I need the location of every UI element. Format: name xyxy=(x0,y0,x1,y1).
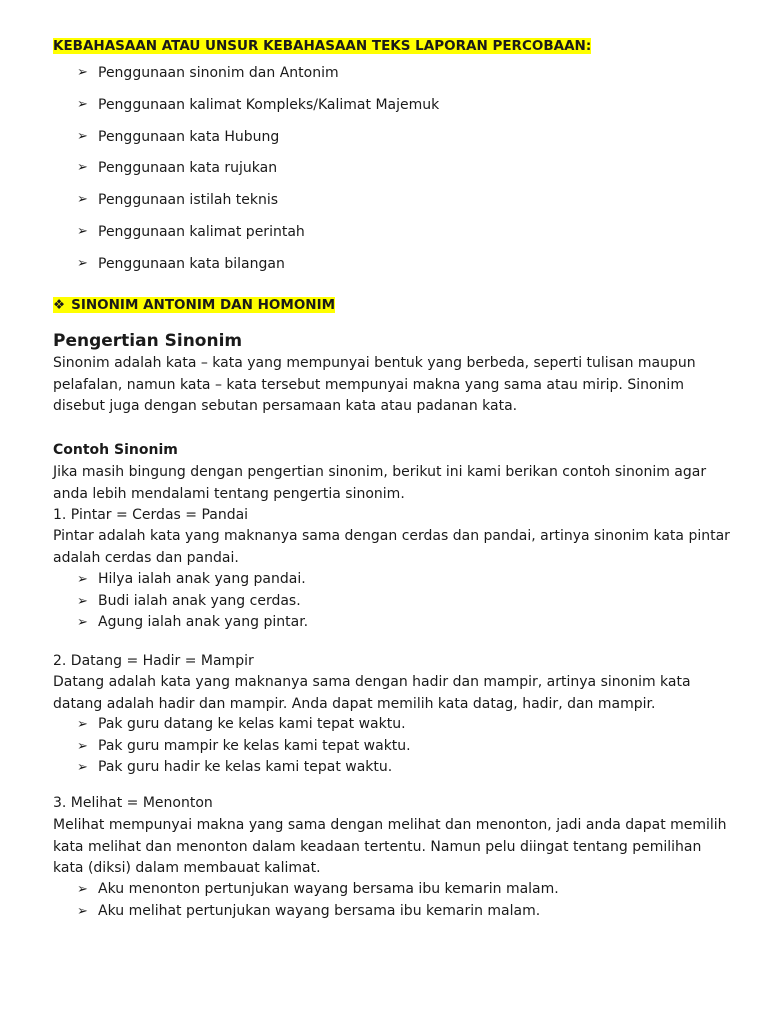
list-item: ➢ Pak guru hadir ke kelas kami tepat waktu. xyxy=(77,757,411,779)
arrow-bullet-icon: ➢ xyxy=(77,882,88,897)
list-item: ➢ Penggunaan sinonim dan Antonim xyxy=(77,62,439,94)
list-item: ➢ Aku melihat pertunjukan wayang bersama ibu kemarin malam. xyxy=(77,901,559,923)
list-item: ➢ Aku menonton pertunjukan wayang bersama ibu kemarin malam. xyxy=(77,879,559,901)
list-item: ➢ Penggunaan kata bilangan xyxy=(77,253,439,285)
arrow-bullet-icon: ➢ xyxy=(77,65,88,80)
arrow-bullet-icon: ➢ xyxy=(77,96,88,112)
list-item: ➢ Pak guru mampir ke kelas kami tepat waktu. xyxy=(77,736,411,758)
example-title: 3. Melihat = Menonton xyxy=(53,795,213,811)
list-item: ➢ Pak guru datang ke kelas kami tepat waktu. xyxy=(77,714,411,736)
list-item: ➢ Penggunaan istilah teknis xyxy=(77,189,439,221)
arrow-bullet-icon: ➢ xyxy=(77,717,88,732)
contoh-heading: Contoh Sinonim xyxy=(53,442,178,458)
arrow-bullet-icon: ➢ xyxy=(77,615,88,630)
list-item: ➢ Hilya ialah anak yang pandai. xyxy=(77,569,308,591)
list-item: ➢ Penggunaan kata rujukan xyxy=(77,157,439,189)
example-list xyxy=(77,569,308,634)
arrow-bullet-icon: ➢ xyxy=(77,223,88,239)
contoh-intro: Jika masih bingung dengan pengertian sinonim, berikut ini kami berikan contoh sinonim agar anda lebih mendalami tentang pengertia sinonim. xyxy=(53,464,707,502)
arrow-bullet-icon: ➢ xyxy=(77,760,88,775)
example-list xyxy=(77,879,559,922)
list-item: ➢ Penggunaan kalimat Kompleks/Kalimat Majemuk xyxy=(77,94,439,126)
definition-paragraph: Sinonim adalah kata – kata yang mempunyai bentuk yang berbeda, seperti tulisan maupun pelafalan, namun kata – kata tersebut mempunyai makna yang sama atau mirip. Sinonim disebut juga dengan sebutan persamaan kata atau padanan kata. xyxy=(53,355,696,414)
list-item: ➢ Budi ialah anak yang cerdas. xyxy=(77,591,308,613)
sub-heading: Pengertian Sinonim xyxy=(53,331,243,351)
language-features-list xyxy=(77,62,439,285)
arrow-bullet-icon: ➢ xyxy=(77,738,88,754)
arrow-bullet-icon: ➢ xyxy=(77,255,88,271)
list-item: ➢ Agung ialah anak yang pintar. xyxy=(77,612,308,634)
diamond-bullet-icon: ❖ xyxy=(53,297,66,313)
arrow-bullet-icon: ➢ xyxy=(77,572,88,587)
arrow-bullet-icon: ➢ xyxy=(77,593,88,609)
example-title: 1. Pintar = Cerdas = Pandai xyxy=(53,507,249,523)
main-heading xyxy=(53,37,591,55)
arrow-bullet-icon: ➢ xyxy=(77,128,88,144)
main-heading-text: KEBAHASAAN ATAU UNSUR KEBAHASAAN TEKS LAPORAN PERCOBAAN: xyxy=(53,38,592,54)
example-desc: Melihat mempunyai makna yang sama dengan melihat dan menonton, jadi anda dapat memilih kata melihat dan menonton dalam keadaan tertentu. Namun pelu diingat tentang pemilihan kata (diksi) dalam membauat kalimat. xyxy=(53,817,727,876)
example-desc: Datang adalah kata yang maknanya sama dengan hadir dan mampir, artinya sinonim kata datang adalah hadir dan mampir. Anda dapat memilih kata datag, hadir, dan mampir. xyxy=(53,674,691,712)
list-item: ➢ Penggunaan kata Hubung xyxy=(77,126,439,158)
example-title: 2. Datang = Hadir = Mampir xyxy=(53,653,254,669)
section-heading-text: SINONIM ANTONIM DAN HOMONIM xyxy=(71,297,336,313)
arrow-bullet-icon: ➢ xyxy=(77,903,88,919)
example-list xyxy=(77,714,411,779)
example-desc: Pintar adalah kata yang maknanya sama dengan cerdas dan pandai, artinya sinonim kata pintar adalah cerdas dan pandai. xyxy=(53,528,730,566)
section-heading xyxy=(53,296,335,314)
arrow-bullet-icon: ➢ xyxy=(77,160,88,176)
arrow-bullet-icon: ➢ xyxy=(77,192,88,208)
list-item: ➢ Penggunaan kalimat perintah xyxy=(77,221,439,253)
